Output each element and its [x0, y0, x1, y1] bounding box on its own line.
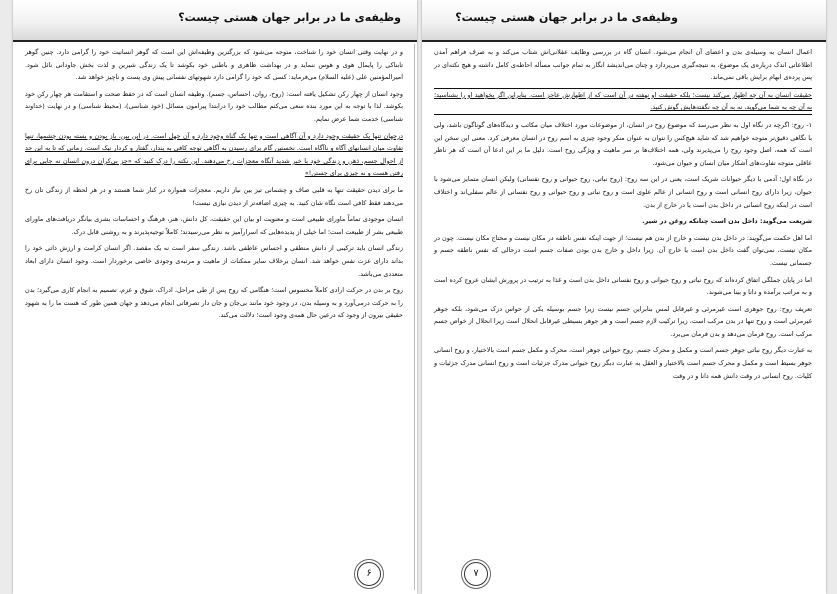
paragraph: در نگاه اول؛ آدمی با دیگر حیوانات شریک است، یعنی در این سه روح: (روح نباتی، روح حیوانی و روح نفسانی) ولیکن انسان متمایز می‌شود با حیوان، زیرا دارای روح انسانی است و روح انسانی از عالم علوی است و روح نباتی و روح حیوانی و روح نفسانی از عالم سفلی‌اند و اختلاف است در اینکه روح انسانی در داخل بدن است یا در خارج از بدن.: [434, 175, 812, 209]
paragraph: شریعت می‌گوید: داخل بدن است چنانکه روغن در شیر.: [642, 217, 812, 226]
paragraph: و در نهایت وقتی انسان خود را شناخت، متوجه می‌شود که بزرگترین وظیفه‌اش این است که گوهر انسانیت خود را گرامی دارد. چنین گوهر تابناکی را پایمال هوی و هوس ننماید و در بهداشت ظاهری و باطنی خود بکوشد تا یک زندگی شیرین و لذت بخش جاودانی نائل شود. امیرالمؤمنین علی (علیه السلام) می‌فرماید: کسی که خود را گرامی دارد شهوتهای نفسانی پیش وی پست و ناچیز خواهد شد.: [25, 48, 403, 82]
paragraph: اما اهل حکمت می‌گویند: در داخل بدن نیست و خارج از بدن هم نیست؛ از جهت اینکه نفس ناطقه در مکان نیست و محتاج مکان نیست. چون در مکان نیست، نمی‌توان گفت داخل بدن است یا خارج آن. زیرا داخل و خارج بدن بودن صفات جسم است درحالی که نفس ناطقه جسم و جسمانی نیست.: [434, 233, 812, 267]
paragraph: اما در پایان جملگی اتفاق کرده‌اند که روح نباتی و روح حیوانی و روح نفسانی داخل بدن است و غذا به ترتیب در پرورش ایشان عروج کرده است و به مراتب برآمده و دانا و بینا می‌شوند.: [434, 275, 812, 297]
page-title: وظیفه‌ی ما در برابر جهان هستی چیست؟: [455, 11, 678, 24]
page-number: ۷: [464, 562, 488, 586]
page-body: [25, 46, 403, 562]
paragraph: روح بر بدن در حرکت ارادی کاملاً محسوس است؛ هنگامی که روح پس از طی مراحل، ادراک، شوق و عزم، تصمیم به انجام کاری می‌گیرد؛ بدن را به حرکت درمی‌آورد و به وسیله بدن، در وجود خود مانند بی‌جان و جان دار تصرفاتی انجام می‌دهد و جهان همین طور که هست ما را به شهود حقیقی بیرون از وجود که درعین حال همه‌ی وجود است؛ دلالت می‌کند.: [25, 286, 403, 320]
page-number: ۶: [357, 562, 381, 586]
left-page: [13, 0, 417, 594]
paragraph: به عبارت دیگر روح نباتی جوهر جسم است و مکمل و محرک جسم. روح حیوانی جوهر است، محرک و مکمل جسم است بالاختیار، و روح انسانی جوهر بسیط است و مکمل و محرک جسم است بالاختیار و العقل به عبارت دیگر روح حیوانی مدرک جزئیات است و روح انسانی مدرک جزئیات و کلیات. روح انسانی در وقت دانش همه دانا و در وقت: [434, 346, 812, 380]
paragraph: ۱- روح: اگرچه در نگاه اول به نظر می‌رسد که موضوع روح در انسان، از موضوعات مورد اختلاف میان مکاتب و دیدگاه‌های گوناگون باشد، ولی با نگاهی دقیق‌تر متوجه خواهیم شد که شاید هیچ‌کس را نتوان به عنوان منکر وجود چیزی به اسم روح در انسان معرفی کرد. معنی این سخن این است که همه، اصل وجود روح را می‌پذیرند ولی، همه اختلاف‌ها بر سر ماهیت و ویژگی روح است. دلیل ما بر این ادعا آن است که هر ناظر عاقلی متوجه تفاوت‌های آشکار میان انسان و حیوان می‌شود.: [434, 120, 812, 167]
right-page: [422, 0, 826, 594]
paragraph: [25, 88, 403, 126]
page-header: [422, 0, 826, 42]
boxed-paragraph: حقیقت انسان به آن چه اظهار می‌کند نیست؛ بلکه حقیقت او نهفته در آن است که از اظهارش عاجز است. بنابراین اگر بخواهید او را بشناسید؛ به آن چه به شما می‌گوید، نه به آن چه نگفته‌هایش گوش کنید.: [434, 88, 812, 115]
paragraph: انسان موجودی تماماً ماورای طبیعی است و معنویت او بیان این حقیقت، کل دانش، هنر، فرهنگ و احساسات بشری بیانگر دریافت‌های ماورای طبیعی بشر از طبیعت است؛ اما خیلی از پدیده‌هایی که اسرارآمیز به نظر می‌رسیدند؛ کاملاً توجیه‌پذیرند و به روشنی قابل درک.: [25, 215, 403, 236]
gutter-line: [414, 44, 415, 590]
paragraph: زندگی انسان باید ترکیبی از دانش منطقی و احساس عاطفی باشد. زندگی سفر است نه یک مقصد. اگر انسان کرامت و ارزش ذاتی خود را بداند دارای عزت نفس خواهد شد. انسان برخلاف سایر ممکنات از ماهیت و مرتبه‌ی وجودی خاصی برخوردار است. وجود انسان دارای ابعاد متعددی می‌باشد.: [25, 244, 403, 278]
paragraph: تعریف روح: روح جوهری است غیرمرئی و غیرقابل لمس بنابراین جسم نیست زیرا جسم بوسیله یکی از حواس درک می‌شود، بلکه جوهر غیرمرئی است و روح تنها در بدن مرکب است، زیرا ترکیب لازم جسم است و هر جوهر بسیطی غیرقابل انحلال است زیرا انحلال از خواص جسم مرکب است. روح فرمان می‌دهد و بدن فرمان می‌برد.: [434, 304, 812, 338]
page-title: وظیفه‌ی ما در برابر جهان هستی چیست؟: [178, 11, 401, 24]
page-body: [434, 46, 812, 562]
underlined-paragraph: درجهان تنها یک حقیقت وجود دارد و آن آگاهی است و تنها یک گناه وجود دارد و آن جهل است. در این بین، باز بودن و بسته بودن چشمها، تنها تفاوت میان انسانهای آگاه و ناآگاه است. نخستین گام برای رسیدن به آگاهی توجه کافی به پندار، گفتار و کردار نیک است. زمانی که تا به این حد از احوال جسم، ذهن و زندگی خود با خبر شدید آنگاه معجزات رخ می‌دهند. این نکته را درک کنید که «جز بی‌کران درون انسان نه جایی برای رفتن هست و نه چیزی برای جستن!»: [25, 131, 403, 178]
page-header: [13, 0, 417, 42]
paragraph-text: وجود انسان از چهار رکن تشکیل یافته است: (روح، روان، احساس، جسم). وظیفه انسان است که در حفظ صحت و استقامت هر چهار رکن خود بکوشد. لذا با توجه به این مورد بنده سعی می‌کنم مطالب خود را درابتدا پیرامون مسائل (خود شناسی)، (محیط شناسی) و در نهایت (خداوند شناسی) خدمت شما عرض نمایم.: [25, 89, 403, 123]
paragraph: اعمال انسان به وسیله‌ی بدن و اعضای آن انجام می‌شود. انسان گاه در بررسی وظایف عقلانی‌اش شتاب می‌کند و به صرف فراهم آمدن اطلاعاتی اندک درباره‌ی یک موضوع، به نتیجه‌گیری می‌پردازد و چنان می‌اندیشد انگار به تمام جوانب مسأله احاطه‌ی کامل داشته و هیچ نکته‌ای در پس پرده‌ی ابهام برایش باقی نمی‌ماند.: [434, 48, 812, 82]
paragraph: ما برای دیدن حقیقت تنها به قلبی صاف و چشمانی تیز بین نیاز داریم. معجزات همواره در کنار شما هستند و در هر لحظه از زندگی تان رخ می‌دهند فقط کافی است نگاه شان کنید. به چیزی اضافه‌تر از دیدن نیازی نیست!: [25, 185, 403, 207]
